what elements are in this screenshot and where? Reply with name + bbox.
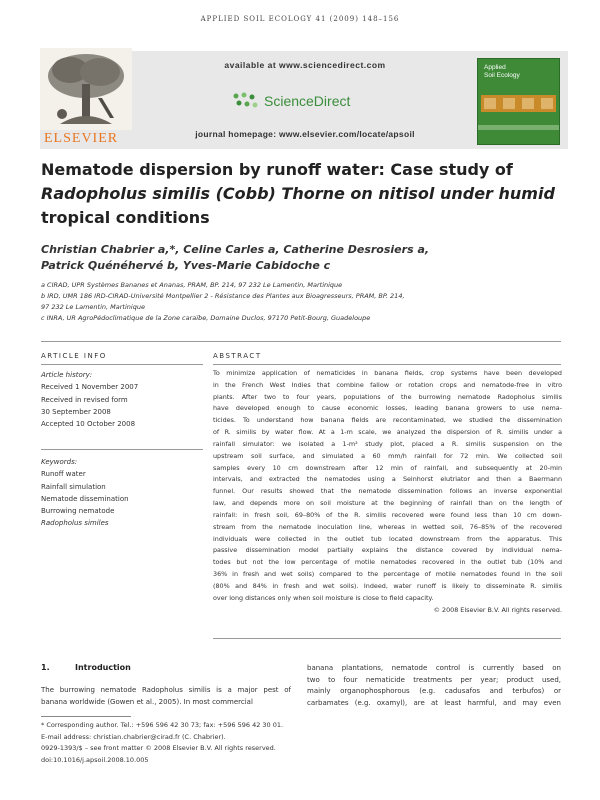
cover-title: Applied Soil Ecology [484,64,520,79]
affiliations [41,280,561,324]
footnotes [41,720,341,766]
cover-image-band [481,95,556,112]
cover-stripe [478,125,559,130]
author-list [41,242,561,274]
keywords-divider [41,449,203,450]
introduction-heading [41,663,131,672]
affiliation-b-cont: 97 232 Le Lamentin, Martinique [41,303,145,311]
sciencedirect-label: ScienceDirect [264,93,351,109]
section-title: Introduction [75,663,131,672]
article-info-heading: ARTICLE INFO [41,352,107,360]
email-note[interactable]: E-mail address: christian.chabrier@cirad.fr (C. Chabrier). [41,732,226,741]
article-history: Article history: Received 1 November 2007 Received in revised form 30 September 2008 Accepted 10 October 2008 [41,371,139,429]
keyword: Radopholus similes [41,519,109,528]
doi-note[interactable]: doi:10.1016/j.apsoil.2008.10.005 [41,755,149,764]
corresponding-author-note: * Corresponding author. Tel.: +596 596 42 30 73; fax: +596 596 42 30 01. [41,721,284,729]
affiliation-a: a CIRAD, UPR Systèmes Bananes et Ananas, PRAM, BP. 214, 97 232 Le Lamentin, Martinique [41,281,343,289]
article-info-divider [41,364,203,365]
introduction-right-column: banana plantations, nematode control is currently based on two to four nematicide treatments per year; product used, mainly organophosphorous (e.g. cadusafos and terbufos) or carbamates (e.g. oxamyl), are at least harmful, and may even [307,664,561,707]
keyword: Nematode dissemination [41,494,129,503]
article-title: Nematode dispersion by runoff water: Case study of Radopholus similis (Cobb) Thorne on nitisol under humid tropical conditions [41,160,555,227]
introduction-left-column: The burrowing nematode Radopholus similis is a major pest of banana worldwide (Gowen et al., 2005). In most commercial [41,686,291,706]
keyword: Burrowing nematode [41,507,115,516]
abstract-divider [213,364,561,365]
keywords: Keywords: Runoff water Rainfall simulation Nematode dissemination Burrowing nematode Radopholus similes [41,456,206,530]
sciencedirect-dots-icon [230,91,260,111]
sciencedirect-logo[interactable] [230,91,350,111]
journal-homepage-line[interactable]: journal homepage: www.elsevier.com/locate/apsoil [195,129,415,139]
authors-line-1: Christian Chabrier a,*, Celine Carles a, Catherine Desrosiers a, [41,243,430,256]
abstract-bottom-divider [213,638,561,639]
journal-cover-thumbnail [477,58,560,145]
issn-note: 0929-1393/$ – see front matter © 2008 Elsevier B.V. All rights reserved. [41,744,276,752]
availability-line: available at www.sciencedirect.com [224,60,386,70]
authors-line-2: Patrick Quénéhervé b, Yves-Marie Cabidoche c [41,259,331,272]
section-number: 1. [41,663,50,672]
keyword: Rainfall simulation [41,482,106,491]
keyword: Runoff water [41,470,86,479]
journal-reference: APPLIED SOIL ECOLOGY 41 (2009) 148–156 [200,15,400,23]
elsevier-wordmark: ELSEVIER [44,131,119,146]
affiliation-b: b IRD, UMR 186 IRD-CIRAD-Université Montpellier 2 - Résistance des Plantes aux Bioagresseurs, PRAM, BP. 214, [41,292,405,300]
footnote-divider [41,716,131,717]
affiliation-c: c INRA, UR AgroPédoclimatique de la Zone caraïbe, Domaine Duclos, 97170 Petit-Bourg, Guadeloupe [41,314,371,322]
abstract-heading: ABSTRACT [213,352,262,360]
section-divider [41,341,561,342]
abstract-copyright: © 2008 Elsevier B.V. All rights reserved. [433,605,562,614]
abstract-body: To minimize application of nematicides in banana fields, crop systems have been developed in the French West Indies that combine fallow or rotation crops and nematode-free in vitro plants. After two to four years, populations of the burrowing nematode Radopholus similis have developed enough to cause economic losses, leading banana growers to use nema- ticides. To understand how banana fields are recontaminated, we studied the dissemination of R. similis by water flow. At a 1-m scale, we analyzed the dispersion of R. similis under a rainfall simulator: we isolated a 1-m² study plot, placed a R. similis suspension on the upstream soil surface, and simulated a 60 mm/h rainfall for 72 min. We collected soil samples every 10 cm downstream after 12 min of rainfall, and subsequently at 20-min intervals, and extracted the nematodes using a Seinhorst elutriator and then a Baermann funnel. Our results showed that the nematode dissemination follows an inverse exponential law, and depends more on soil moisture at the beginning of rainfall than on the length of rainfall: in fresh soil, 69–80% of the R. similis recovered were found less than 10 cm down- stream from the nematode inoculation line, whereas in wetted soil, 76–85% of the recovered individuals were collected in the outlet tub located downstream from the apparatus. This passive dissemination model partially explains the distance covered by individual nema- todes but not the low percentage of motile nematodes recovered in the outlet tub (10% and 36% in fresh and wet soils) compared to the percentage of motile nematodes found in the soil (80% and 84% in fresh and wet soils). Indeed, water runoff is likely to disseminate R. similis over long distances only when soil moisture is close to field capacity. © 2008 Elsevier B.V. All rights reserved. [213,368,562,616]
